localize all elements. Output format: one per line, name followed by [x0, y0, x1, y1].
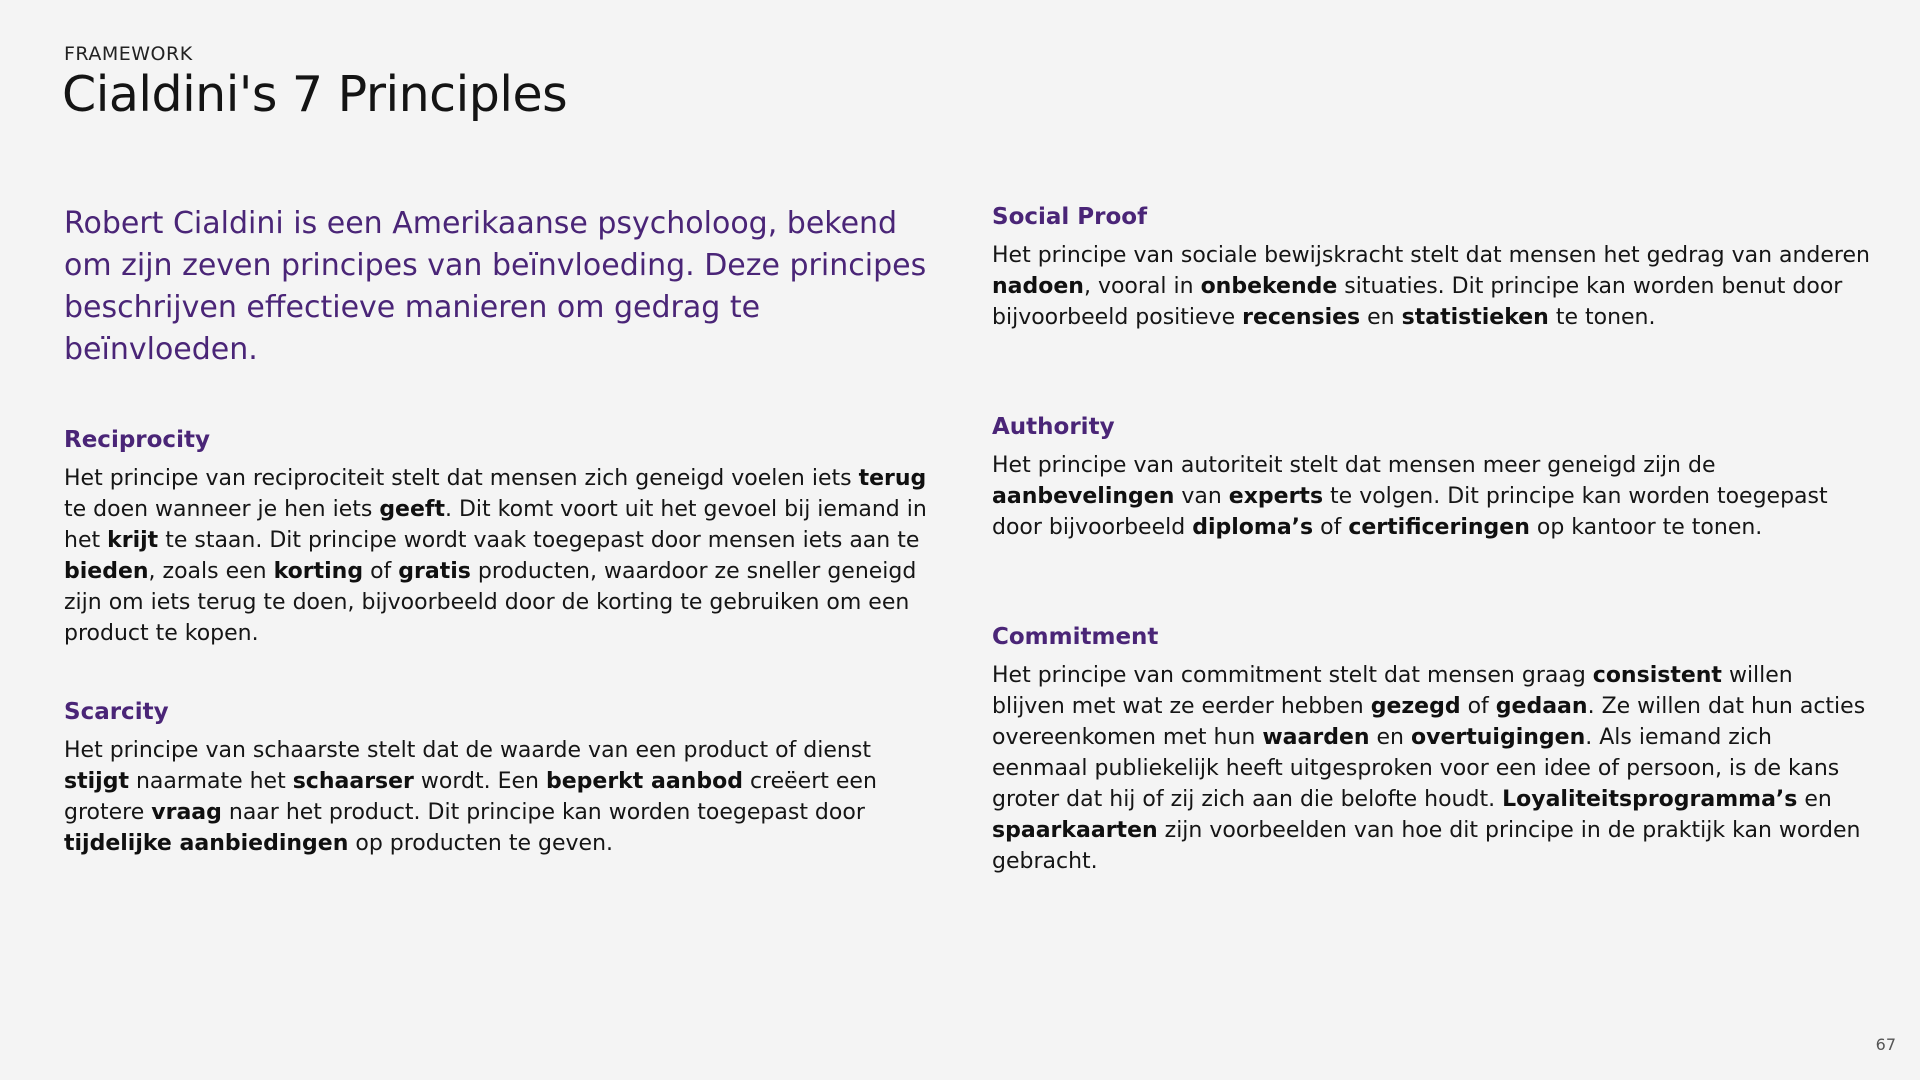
emphasis-term: diploma’s	[1192, 515, 1314, 540]
emphasis-term: onbekende	[1200, 274, 1338, 299]
principle-body: Het principe van sociale bewijskracht stelt dat mensen het gedrag van anderen nadoen, vooral in onbekende situaties. Dit principe kan worden benut door bijvoorbeeld positieve recensies en statistieken te tonen.	[992, 243, 1870, 330]
emphasis-term: gratis	[398, 559, 471, 584]
emphasis-term: Loyaliteitsprogramma’s	[1502, 787, 1798, 812]
emphasis-term: schaarser	[292, 769, 414, 794]
section-eyebrow: FRAMEWORK	[64, 43, 193, 65]
principle-scarcity	[64, 697, 939, 859]
page-number: 67	[1875, 1035, 1896, 1054]
principle-heading: Reciprocity	[64, 427, 210, 453]
principle-heading: Authority	[992, 414, 1115, 440]
emphasis-term: statistieken	[1401, 305, 1549, 330]
emphasis-term: tijdelijke aanbiedingen	[64, 831, 349, 856]
emphasis-term: experts	[1228, 484, 1324, 509]
principle-commitment	[992, 622, 1872, 877]
principle-body: Het principe van reciprociteit stelt dat mensen zich geneigd voelen iets terug te doen wanneer je hen iets geeft. Dit komt voort uit het gevoel bij iemand in het krijt te staan. Dit principe wordt vaak toegepast door mensen iets aan te bieden, zoals een korting of gratis producten, waardoor ze sneller geneigd zijn om iets terug te doen, bijvoorbeeld door de korting te gebruiken om een product te kopen.	[64, 466, 927, 646]
principle-authority	[992, 412, 1872, 543]
emphasis-term: overtuigingen	[1411, 725, 1586, 750]
principle-body: Het principe van commitment stelt dat mensen graag consistent willen blijven met wat ze eerder hebben gezegd of gedaan. Ze willen dat hun acties overeenkomen met hun waarden en overtuigingen. Als iemand zich eenmaal publiekelijk heeft uitgesproken voor een idee of persoon, is de kans groter dat hij of zij zich aan die belofte houdt. Loyaliteitsprogramma’s en spaarkaarten zijn voorbeelden van hoe dit principe in de praktijk kan worden gebracht.	[992, 663, 1866, 874]
emphasis-term: krijt	[107, 528, 159, 553]
emphasis-term: geeft	[379, 497, 445, 522]
principle-heading: Commitment	[992, 624, 1159, 650]
emphasis-term: aanbevelingen	[992, 484, 1175, 509]
emphasis-term: vraag	[151, 800, 222, 825]
principle-body: Het principe van schaarste stelt dat de waarde van een product of dienst stijgt naarmate het schaarser wordt. Een beperkt aanbod creëert een grotere vraag naar het product. Dit principe kan worden toegepast door tijdelijke aanbiedingen op producten te geven.	[64, 738, 877, 856]
emphasis-term: stijgt	[64, 769, 129, 794]
emphasis-term: beperkt aanbod	[545, 769, 743, 794]
principle-social-proof	[992, 202, 1872, 333]
emphasis-term: spaarkaarten	[992, 818, 1158, 843]
emphasis-term: gezegd	[1370, 694, 1461, 719]
emphasis-term: terug	[858, 466, 927, 491]
page-title: Cialdini's 7 Principles	[62, 66, 568, 123]
emphasis-term: nadoen	[992, 274, 1084, 299]
principle-heading: Scarcity	[64, 699, 169, 725]
intro-paragraph: Robert Cialdini is een Amerikaanse psycholoog, bekend om zijn zeven principes van beïnvloeding. Deze principes beschrijven effectieve manieren om gedrag te beïnvloeden.	[64, 206, 927, 367]
emphasis-term: consistent	[1592, 663, 1722, 688]
emphasis-term: recensies	[1242, 305, 1361, 330]
principle-body: Het principe van autoriteit stelt dat mensen meer geneigd zijn de aanbevelingen van experts te volgen. Dit principe kan worden toegepast door bijvoorbeeld diploma’s of certificeringen op kantoor te tonen.	[992, 453, 1828, 540]
emphasis-term: certificeringen	[1348, 515, 1530, 540]
emphasis-term: waarden	[1262, 725, 1370, 750]
principle-heading: Social Proof	[992, 204, 1148, 230]
emphasis-term: gedaan	[1495, 694, 1588, 719]
emphasis-term: bieden	[64, 559, 149, 584]
emphasis-term: korting	[273, 559, 364, 584]
principle-reciprocity	[64, 425, 939, 649]
